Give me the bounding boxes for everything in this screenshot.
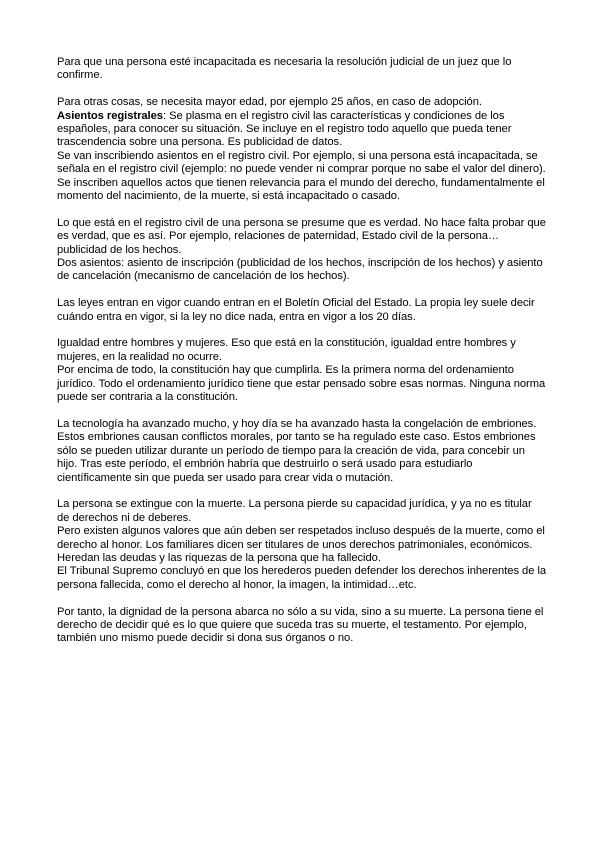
paragraph-line: Dos asientos: asiento de inscripción (publicidad de los hechos, inscripción de los hechos) y asiento de cancelación (mecanismo de cancelación de los hechos). [57,257,543,283]
paragraph-dignidad [57,606,547,646]
paragraph-incapacitacion [57,56,547,83]
paragraph-line: Pero existen algunos valores que aún deben ser respetados incluso después de la muerte, como el derecho al honor. Los familiares dicen ser titulares de unos derechos patrimoniales, económicos. Heredan las deudas y las riquezas de la persona que ha fallecido. [57,525,545,564]
paragraph-line: Para que una persona esté incapacitada es necesaria la resolución judicial de un juez que lo confirme. [57,56,512,82]
paragraph-line: Se van inscribiendo asientos en el registro civil. Por ejemplo, si una persona está incapacitada, se señala en el registro civil (ejemplo: no puede vender ni comprar porque no sabe el valor del dinero). [57,149,546,176]
paragraph-leyes-vigor [57,297,547,324]
paragraph-line: La persona se extingue con la muerte. La persona pierde su capacidad jurídica, y ya no es titular de derechos ni de deberes. [57,498,532,524]
bold-term: Asientos registrales [57,109,163,122]
paragraph-muerte [57,498,547,592]
paragraph-line: Por tanto, la dignidad de la persona abarca no sólo a su vida, sino a su muerte. La persona tiene el derecho de decidir qué es lo que quiere que suceda tras su muerte, el testamento. Por ejemplo, también uno mismo puede decidir si dona sus órganos o no. [57,605,544,645]
paragraph-line: Para otras cosas, se necesita mayor edad, por ejemplo 25 años, en caso de adopción. [57,96,482,109]
paragraph-line: Por encima de todo, la constitución hay que cumplirla. Es la primera norma del ordenamiento jurídico. Todo el ordenamiento jurídico tiene que estar pensado sobre esas normas. Ninguna norma puede ser contraria a la constitución. [57,364,546,404]
paragraph-igualdad [57,337,547,404]
paragraph-registro-civil [57,217,547,284]
paragraph-line: Se inscriben aquellos actos que tienen relevancia para el mundo del derecho, fundamentalmente el momento del nacimiento, de la muerte, si está incapacitado o casado. [57,176,545,203]
paragraph-line: El Tribunal Supremo concluyó en que los herederos pueden defender los derechos inherentes de la persona fallecida, como el derecho al honor, la imagen, la intimidad…etc. [57,565,547,591]
paragraph-line: La tecnología ha avanzado mucho, y hoy día se ha avanzado hasta la congelación de embriones. Estos embriones causan conflictos morales, por tanto se ha regulado este caso. Estos embriones sólo se pueden utilizar durante un período de tiempo para la creación de vida, para concebir un hijo. Tras este período, el embrión habría que destruirlo o será usado para estudiarlo científicamente sin que pueda ser usado para crear vida o mutación. [57,417,537,484]
paragraph-embriones [57,418,547,485]
paragraph-line [57,110,547,150]
term-definition: : Se plasma en el registro civil las características y condiciones de los españoles, para conocer su situación. Se incluye en el registro todo aquello que pueda tener trascendencia sobre una persona. Es publicidad de datos. [57,109,512,149]
document-page [57,56,547,659]
paragraph-line: Lo que está en el registro civil de una persona se presume que es verdad. No hace falta probar que es verdad, que es así. Por ejemplo, relaciones de paternidad, Estado civil de la persona… publicidad de los hechos. [57,216,546,256]
paragraph-line: Las leyes entran en vigor cuando entran en el Boletín Oficial del Estado. La propia ley suele decir cuándo entra en vigor, si la ley no dice nada, entra en vigor a los 20 días. [57,297,535,323]
paragraph-asientos-registrales [57,96,547,203]
paragraph-line: Igualdad entre hombres y mujeres. Eso que está en la constitución, igualdad entre hombres y mujeres, en la realidad no ocurre. [57,337,516,363]
